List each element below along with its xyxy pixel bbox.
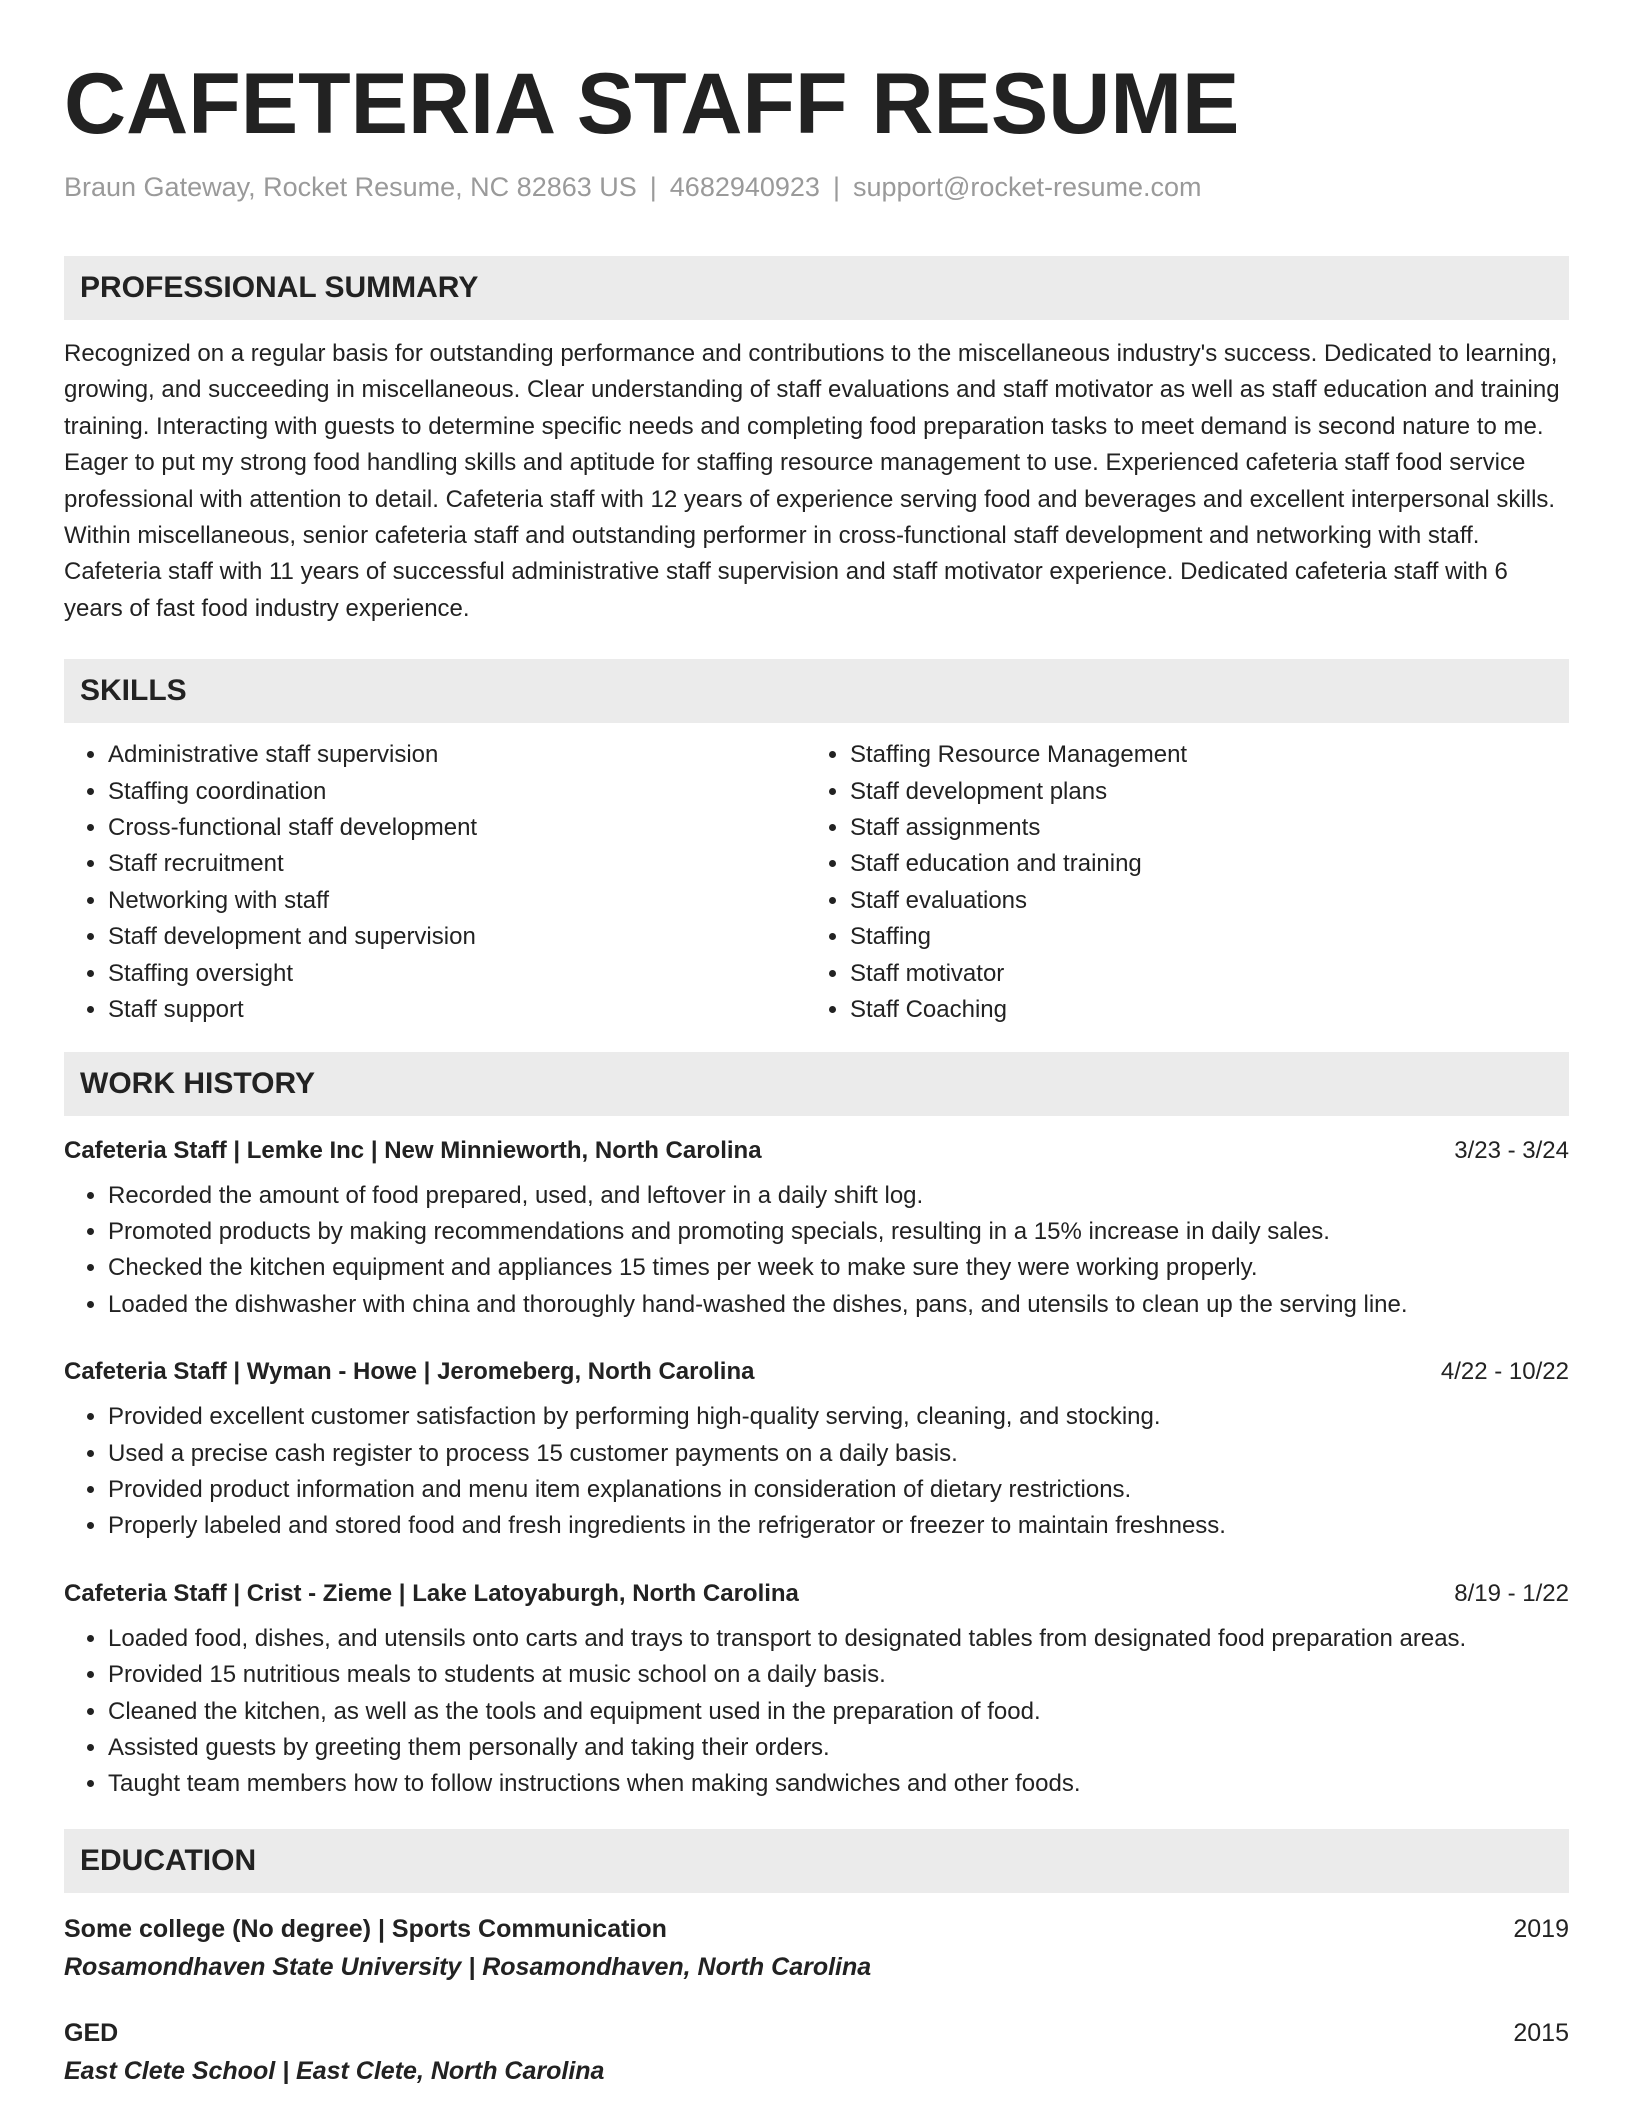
- job-title: Cafeteria Staff | Lemke Inc | New Minnieworth, North Carolina: [64, 1136, 762, 1164]
- education-degree: GED: [64, 2018, 119, 2047]
- job-bullet: • Properly labeled and stored food and fresh ingredients in the refrigerator or freezer to maintain freshness.: [108, 1508, 1569, 1544]
- job-bullet: • Cleaned the kitchen, as well as the tools and equipment used in the preparation of food.: [108, 1694, 1569, 1730]
- job-bullets: [64, 1621, 1569, 1803]
- education-header: [64, 2015, 1569, 2051]
- education-entry: [64, 2015, 1569, 2089]
- job-entry: [64, 1355, 1569, 1545]
- job-header: [64, 1134, 1569, 1168]
- contact-email: support@rocket-resume.com: [852, 172, 1202, 202]
- job-title: Cafeteria Staff | Wyman - Howe | Jeromeberg, North Carolina: [64, 1358, 755, 1386]
- skill-item: • Networking with staff: [108, 883, 806, 919]
- job-header: [64, 1355, 1569, 1389]
- summary-text: Recognized on a regular basis for outstanding performance and contributions to the miscellaneous industry's success. Dedicated to learning, growing, and succeeding in miscellaneous. Clear understanding of staff evaluations and staff motivator as well as staff education and training training. Interacting with guests to determine specific needs and completing food preparation tasks to meet demand is second nature to me. Eager to put my strong food handling skills and aptitude for staffing resource management to use. Experienced cafeteria staff food service professional with attention to detail. Cafeteria staff with 12 years of experience serving food and beverages and excellent interpersonal skills. Within miscellaneous, senior cafeteria staff and outstanding performer in cross-functional staff development and networking with staff. Cafeteria staff with 11 years of successful administrative staff supervision and staff motivator experience. Dedicated cafeteria staff with 6 years of fast food industry experience.: [64, 340, 1560, 622]
- skill-item: • Staffing coordination: [108, 774, 806, 810]
- job-bullet: • Recorded the amount of food prepared, used, and leftover in a daily shift log.: [108, 1178, 1569, 1214]
- job-bullet: • Provided product information and menu item explanations in consideration of dietary restrictions.: [108, 1472, 1569, 1508]
- job-bullet: • Loaded food, dishes, and utensils onto carts and trays to transport to designated tables from designated food preparation areas.: [108, 1621, 1569, 1657]
- resume-page: [64, 0, 1569, 2089]
- contact-phone: 4682940923: [669, 172, 820, 202]
- education-entry: [64, 1911, 1569, 1985]
- job-bullet: • Provided 15 nutritious meals to students at music school on a daily basis.: [108, 1657, 1569, 1693]
- job-bullet: • Taught team members how to follow instructions when making sandwiches and other foods.: [108, 1766, 1569, 1802]
- job-bullet: • Used a precise cash register to process 15 customer payments on a daily basis.: [108, 1436, 1569, 1472]
- education-degree: Some college (No degree) | Sports Communication: [64, 1914, 667, 1943]
- education-year: 2015: [1513, 2018, 1569, 2047]
- section-heading-summary: PROFESSIONAL SUMMARY: [64, 256, 1569, 320]
- resume-title: CAFETERIA STAFF RESUME: [64, 56, 1240, 152]
- education-year: 2019: [1513, 1914, 1569, 1943]
- job-bullet: • Provided excellent customer satisfaction by performing high-quality serving, cleaning, and stocking.: [108, 1399, 1569, 1435]
- contact-separator: |: [832, 172, 840, 202]
- education-school: Rosamondhaven State University | Rosamondhaven, North Carolina: [64, 1952, 872, 1981]
- section-heading-skills: SKILLS: [64, 659, 1569, 723]
- skill-item: • Staff assignments: [850, 810, 1548, 846]
- job-bullets: [64, 1399, 1569, 1545]
- skill-item: • Staffing: [850, 919, 1548, 955]
- skill-item: • Staffing Resource Management: [850, 737, 1548, 773]
- skill-item: • Staffing oversight: [108, 956, 806, 992]
- skill-item: • Cross-functional staff development: [108, 810, 806, 846]
- contact-separator: |: [649, 172, 657, 202]
- job-entry: [64, 1577, 1569, 1803]
- section-heading-work-history: WORK HISTORY: [64, 1052, 1569, 1116]
- skills-column-right: [806, 737, 1548, 1028]
- section-heading-education: EDUCATION: [64, 1829, 1569, 1893]
- job-dates: 4/22 - 10/22: [1440, 1358, 1569, 1386]
- skill-item: • Staff support: [108, 992, 806, 1028]
- job-dates: 3/23 - 3/24: [1454, 1136, 1569, 1164]
- skill-item: • Staff recruitment: [108, 846, 806, 882]
- job-entry: [64, 1134, 1569, 1324]
- skill-item: • Staff development plans: [850, 774, 1548, 810]
- contact-address: Braun Gateway, Rocket Resume, NC 82863 US: [64, 172, 637, 202]
- job-title: Cafeteria Staff | Crist - Zieme | Lake Latoyaburgh, North Carolina: [64, 1579, 799, 1607]
- skill-item: • Administrative staff supervision: [108, 737, 806, 773]
- skills-list: [64, 737, 1569, 1028]
- education-header: [64, 1911, 1569, 1947]
- job-bullet: • Assisted guests by greeting them personally and taking their orders.: [108, 1730, 1569, 1766]
- job-bullets: [64, 1178, 1569, 1324]
- job-bullet: • Checked the kitchen equipment and appliances 15 times per week to make sure they were working properly.: [108, 1250, 1569, 1286]
- skill-item: • Staff Coaching: [850, 992, 1548, 1028]
- job-bullet: • Loaded the dishwasher with china and thoroughly hand-washed the dishes, pans, and utensils to clean up the serving line.: [108, 1287, 1569, 1323]
- job-dates: 8/19 - 1/22: [1454, 1579, 1569, 1607]
- contact-line: [64, 170, 1569, 204]
- skill-item: • Staff education and training: [850, 846, 1548, 882]
- job-header: [64, 1577, 1569, 1611]
- education-school: East Clete School | East Clete, North Carolina: [64, 2056, 605, 2085]
- job-bullet: • Promoted products by making recommendations and promoting specials, resulting in a 15% increase in daily sales.: [108, 1214, 1569, 1250]
- skill-item: • Staff development and supervision: [108, 919, 806, 955]
- skills-column-left: [64, 737, 806, 1028]
- skill-item: • Staff evaluations: [850, 883, 1548, 919]
- skill-item: • Staff motivator: [850, 956, 1548, 992]
